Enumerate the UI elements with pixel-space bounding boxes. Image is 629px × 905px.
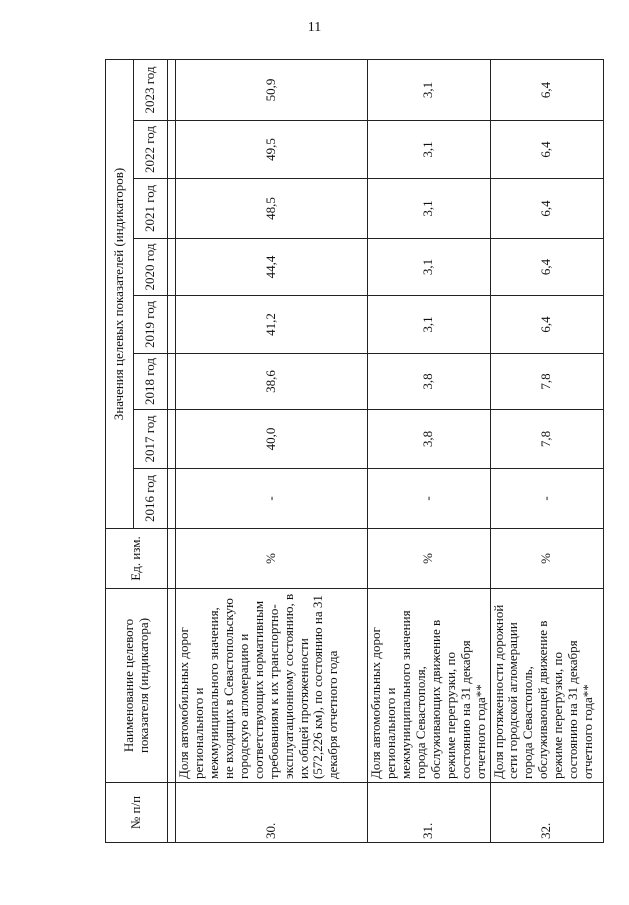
- spacer-row: [168, 59, 176, 842]
- value-2016: -: [490, 469, 603, 529]
- value-2020: 6,4: [490, 239, 603, 296]
- value-2021: 6,4: [490, 179, 603, 239]
- value-2022: 6,4: [490, 121, 603, 179]
- indicators-table: [105, 59, 604, 843]
- value-2021: 48,5: [176, 179, 368, 239]
- row-indicator-name: Доля автомобильных дорог регионального и межмуниципального значения, не входящих в Севастопольскую городскую агломерацию и соответствующих нормативным требованиям к их транспортно-эксплуатационному состоянию, в их общей протяженности (572,226 км), по состоянию на 31 декабря отчетного года: [176, 589, 368, 783]
- row-unit: %: [368, 529, 491, 589]
- table-row: [490, 59, 603, 842]
- value-2022: 49,5: [176, 121, 368, 179]
- value-2023: 50,9: [176, 59, 368, 120]
- header-unit: Ед. изм.: [106, 529, 168, 589]
- header-year-2021: 2021 год: [134, 179, 168, 239]
- rotated-table-container: [105, 60, 598, 843]
- header-year-2017: 2017 год: [134, 410, 168, 469]
- value-2018: 3,8: [368, 354, 491, 410]
- header-name: Наименование целевого показателя (индикатора): [106, 589, 168, 783]
- value-2020: 3,1: [368, 239, 491, 296]
- header-year-2019: 2019 год: [134, 296, 168, 354]
- row-unit: %: [176, 529, 368, 589]
- row-indicator-name: Доля автомобильных дорог регионального и межмуниципального значения города Севастополя, обслуживающих движение в режиме перегрузки, по состоянию на 31 декабря отчетного года**: [368, 589, 491, 783]
- header-year-2023: 2023 год: [134, 59, 168, 120]
- value-2016: -: [368, 469, 491, 529]
- row-unit: %: [490, 529, 603, 589]
- page-number: 11: [307, 20, 322, 35]
- table-row: [176, 59, 368, 842]
- header-row: [106, 59, 134, 842]
- value-2017: 3,8: [368, 410, 491, 469]
- value-2018: 7,8: [490, 354, 603, 410]
- header-year-2016: 2016 год: [134, 469, 168, 529]
- value-2019: 6,4: [490, 296, 603, 354]
- row-number: 31.: [368, 783, 491, 843]
- value-2016: -: [176, 469, 368, 529]
- value-2018: 38,6: [176, 354, 368, 410]
- row-number: 32.: [490, 783, 603, 843]
- row-number: 30.: [176, 783, 368, 843]
- value-2019: 41,2: [176, 296, 368, 354]
- header-num: № п/п: [106, 783, 168, 843]
- value-2023: 3,1: [368, 59, 491, 120]
- value-2017: 40,0: [176, 410, 368, 469]
- value-2022: 3,1: [368, 121, 491, 179]
- row-indicator-name: Доля протяженности дорожной сети городской агломерации города Севастополь, обслуживающей движение в режиме перегрузки, по состоянию на 31 декабря отчетного года**: [490, 589, 603, 783]
- header-year-2020: 2020 год: [134, 239, 168, 296]
- value-2019: 3,1: [368, 296, 491, 354]
- header-year-2018: 2018 год: [134, 354, 168, 410]
- value-2017: 7,8: [490, 410, 603, 469]
- header-values-group: Значения целевых показателей (индикаторов): [106, 59, 134, 528]
- header-year-2022: 2022 год: [134, 121, 168, 179]
- value-2020: 44,4: [176, 239, 368, 296]
- table-row: [368, 59, 491, 842]
- value-2023: 6,4: [490, 59, 603, 120]
- value-2021: 3,1: [368, 179, 491, 239]
